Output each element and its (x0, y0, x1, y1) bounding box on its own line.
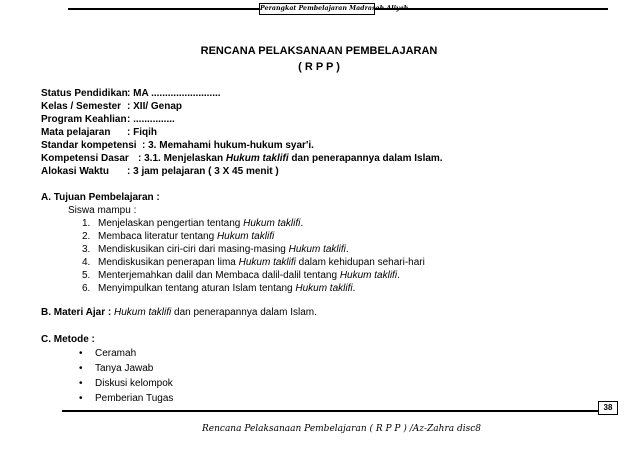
list-text-emphasis: Hukum taklifi (238, 257, 296, 268)
list-text: Menjelaskan pengertian tentang (98, 218, 244, 229)
identity-value-emphasis: Hukum taklifi (225, 153, 289, 164)
bullet-icon: • (79, 393, 83, 404)
list-number: 6. (82, 283, 91, 294)
identity-row (41, 113, 175, 126)
page-number: 38 (598, 401, 618, 415)
document-subtitle: ( R P P ) (298, 61, 340, 73)
bullet-text: Pemberian Tugas (95, 393, 174, 404)
list-number: 3. (82, 244, 91, 255)
list-text: dalam kehidupan sehari-hari (295, 257, 425, 268)
identity-sep: : (127, 88, 131, 99)
list-number: 5. (82, 270, 91, 281)
identity-row (41, 139, 314, 152)
list-text: Mendiskusikan ciri-ciri dari masing-masing (98, 244, 289, 255)
bullet-text: Diskusi kelompok (95, 378, 173, 389)
identity-sep: : (127, 166, 131, 177)
bullet-item (79, 377, 173, 390)
identity-row (41, 100, 182, 113)
identity-row (41, 165, 279, 178)
list-text: Menterjemahkan dalil dan Membaca dalil-dalil tentang (98, 270, 340, 281)
list-text: . (300, 218, 304, 229)
identity-value: ............... (133, 114, 175, 125)
identity-value: Fiqih (133, 127, 158, 138)
identity-value: 3. Memahami hukum-hukum syar'i. (148, 140, 314, 151)
identity-row (41, 126, 157, 139)
identity-label: Status Pendidikan (41, 88, 128, 99)
identity-sep: : (127, 127, 131, 138)
list-item (82, 269, 400, 282)
identity-value: dan penerapannya dalam Islam. (288, 153, 443, 164)
section-c-heading: C. Metode : (41, 334, 95, 345)
list-item (82, 282, 355, 295)
identity-label: Program Keahlian (41, 114, 127, 125)
section-a-intro: Siswa mampu : (68, 205, 137, 216)
list-text-emphasis: Hukum taklifi (295, 283, 353, 294)
footer-title: Rencana Pelaksanaan Pembelajaran ( R P P ) /Az-Zahra disc8 (202, 424, 481, 434)
identity-sep: : (127, 101, 131, 112)
section-a-heading: A. Tujuan Pembelajaran : (41, 192, 160, 203)
list-item (82, 243, 349, 256)
list-number: 2. (82, 231, 91, 242)
section-b-emphasis: Hukum taklifi (113, 307, 172, 318)
identity-value: 3 jam pelajaran ( 3 X 45 menit ) (133, 166, 279, 177)
list-text: . (345, 244, 349, 255)
identity-label: Kompetensi Dasar (41, 153, 129, 164)
identity-sep: : (127, 114, 131, 125)
identity-label: Alokasi Waktu (41, 166, 109, 177)
list-text: . (352, 283, 356, 294)
identity-label: Kelas / Semester (41, 101, 122, 112)
identity-row (41, 152, 443, 165)
bullet-text: Tanya Jawab (95, 363, 154, 374)
identity-value: XII/ Genap (133, 101, 183, 112)
list-text-emphasis: Hukum taklifi (288, 244, 346, 255)
identity-row (41, 87, 221, 100)
list-text: Mendiskusikan penerapan lima (98, 257, 239, 268)
bullet-icon: • (79, 363, 83, 374)
bullet-icon: • (79, 348, 83, 359)
identity-label: Standar kompetensi (41, 140, 137, 151)
list-number: 1. (82, 218, 91, 229)
list-text: Menyimpulkan tentang aturan Islam tentang (98, 283, 296, 294)
list-text-emphasis: Hukum taklifi (339, 270, 398, 281)
bullet-item (79, 392, 173, 405)
footer-rule (62, 410, 614, 412)
list-number: 4. (82, 257, 91, 268)
bullet-item (79, 362, 153, 375)
bullet-text: Ceramah (95, 348, 137, 359)
section-b-heading: B. Materi Ajar : (41, 307, 112, 318)
list-item (82, 256, 425, 269)
identity-sep: : (142, 140, 146, 151)
bullet-icon: • (79, 378, 83, 389)
list-text-emphasis: Hukum taklifi (216, 231, 275, 242)
identity-label: Mata pelajaran (41, 127, 111, 138)
section-b-text: dan penerapannya dalam Islam. (171, 307, 317, 318)
list-item (82, 230, 274, 243)
identity-value: MA ......................... (133, 88, 221, 99)
list-text-emphasis: Hukum taklifi (243, 218, 301, 229)
document-title: RENCANA PELAKSANAAN PEMBELAJARAN (200, 45, 438, 57)
identity-value: 3.1. Menjelaskan (144, 153, 226, 164)
section-b (41, 306, 317, 319)
list-item (82, 217, 303, 230)
list-text: Membaca literatur tentang (98, 231, 217, 242)
header-title: Perangkat Pembelajaran Madrasah Aliyah (259, 3, 375, 15)
bullet-item (79, 347, 136, 360)
list-text: . (397, 270, 400, 281)
identity-sep: : (138, 153, 142, 164)
